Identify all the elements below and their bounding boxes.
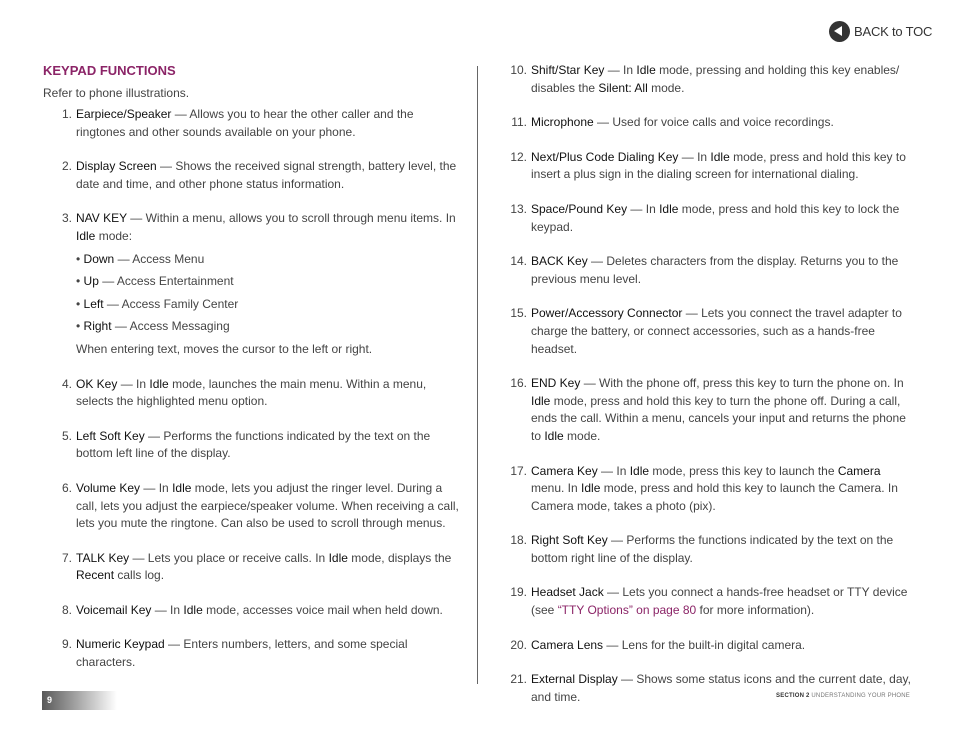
item-number: 7. [61,550,72,565]
list-item [510,637,917,655]
item-text: — Allows you to hear the other caller and the ringtones and other sounds available on your phone. [76,107,414,139]
item-text: — Used for voice calls and voice recordings. [593,115,834,130]
right-column [512,62,917,706]
key-name: Space/Pound Key [531,201,628,216]
item-number: 16. [510,376,527,391]
list-item [61,428,463,463]
key-name: Camera Key [531,463,598,478]
item-text: — Shows the received signal strength, battery level, the date and time, and other phone status information. [76,159,457,191]
item-text: mode, pressing and holding this key enables/ disables the [531,63,900,95]
item-text: mode, press and hold this key to turn the phone off. During a call, ends the call. Within a menu, cancels your input and returns the phone to [531,393,906,443]
mode-name: Recent [76,568,115,583]
item-text: mode. [647,80,685,95]
nav-direction-list [76,251,463,336]
list-item [510,149,917,184]
bullet-item: • Left — Access Family Center [76,296,239,311]
list-item [61,210,463,358]
key-name: END Key [531,376,581,391]
key-name: Microphone [531,115,594,130]
item-number: 4. [61,376,72,391]
section-label: SECTION 2 [776,693,810,699]
mode-name: Idle [328,550,348,565]
item-text: mode, press and hold this key to launch the Camera. In Camera mode, takes a photo (pix). [531,481,898,513]
bullet-item: • Right — Access Messaging [76,319,230,334]
item-text: for more information). [696,603,815,618]
mode-name: Idle [544,428,564,443]
key-name: Display Screen [76,159,157,174]
item-text: — Deletes characters from the display. Returns you to the previous menu level. [531,254,899,286]
back-arrow-icon [829,21,850,42]
item-number: 1. [61,107,72,121]
list-item [510,305,917,358]
key-name: Numeric Keypad [76,637,165,652]
back-to-toc-link[interactable] [829,21,932,42]
mode-name: Idle [531,393,551,408]
item-number: 3. [61,211,72,226]
item-number: 19. [510,585,527,600]
item-number: 9. [61,637,72,652]
item-text: — Lens for the built-in digital camera. [603,637,806,652]
mode-name: Idle [629,463,650,478]
item-text: — Lets you place or receive calls. In [129,550,329,565]
mode-name: Idle [76,228,96,243]
bullet-text: — Access Entertainment [98,274,234,289]
bullet-item: • Up — Access Entertainment [76,274,234,289]
item-number: 21. [510,672,527,687]
key-name: Voicemail Key [76,602,152,617]
key-name: Earpiece/Speaker [76,107,172,121]
item-text: — In [151,602,184,617]
item-text: — With the phone off, press this key to turn the phone on. In [580,376,904,391]
item-text: — In [678,149,711,164]
key-name: Volume Key [76,480,141,495]
key-name: BACK Key [531,254,588,269]
item-text: — Performs the functions indicated by the text on the bottom right line of the display. [531,533,894,565]
bullet-text: — Access Family Center [103,296,239,311]
mode-name: Idle [581,481,601,496]
list-item [510,584,917,619]
nav-note: When entering text, moves the cursor to the left or right. [76,341,373,356]
key-name: NAV KEY [76,211,127,226]
item-text: — Enters numbers, letters, and some special characters. [76,637,408,670]
section-heading: KEYPAD FUNCTIONS [43,63,176,78]
direction-name: Right [83,319,112,334]
intro-text: Refer to phone illustrations. [43,86,190,100]
list-item [61,550,463,585]
item-number: 11. [511,115,527,130]
list-item [510,671,917,706]
back-to-toc-label: BACK to TOC [854,24,933,39]
key-name: OK Key [76,376,118,391]
item-text: calls log. [114,568,165,583]
list-item [61,106,463,141]
list-item [61,602,463,620]
mode-name: Idle [183,602,203,617]
key-name: Next/Plus Code Dialing Key [531,149,679,164]
item-number: 12. [510,149,527,164]
page-number-tab [42,691,117,710]
mode-name: Idle [636,63,656,77]
item-text: — In [117,376,150,391]
item-number: 2. [61,159,72,174]
left-column [43,62,463,672]
item-number: 10. [510,63,527,77]
item-text: — In [597,463,630,478]
item-text: mode, lets you adjust the ringer level. During a call, lets you adjust the earpiece/speaker volume. When receiving a call, lets you mute the ringtone. Can also be used to scroll through menus. [76,480,459,531]
key-name: Headset Jack [531,585,604,600]
item-number: 14. [510,254,527,269]
item-number: 15. [510,306,527,321]
key-name: External Display [531,672,618,687]
item-number: 17. [510,463,527,478]
page-number: 9 [47,695,53,705]
mode-name: Silent: All [598,80,648,95]
section-footer [776,693,910,699]
key-name: Left Soft Key [76,428,145,443]
item-text: mode, accesses voice mail when held down. [202,602,443,617]
item-text: mode, displays the [347,550,452,565]
column-divider [477,66,478,684]
list-item [61,158,463,193]
item-text: mode, press and hold this key to lock the keypad. [531,201,900,234]
item-text: mode. [563,428,601,443]
list-item [510,62,917,97]
key-name: TALK Key [76,550,130,565]
item-text: — Shows some status icons and the current date, day, and time. [531,672,911,704]
direction-name: Down [83,251,115,266]
list-item [510,463,917,516]
item-number: 20. [510,637,527,652]
section-title: UNDERSTANDING YOUR PHONE [809,693,910,699]
key-name: Right Soft Key [531,533,608,548]
item-text: mode, press and hold this key to insert a plus sign in the dialing screen for international dialing. [531,149,906,182]
key-name: Power/Accessory Connector [531,306,683,321]
list-item [61,636,463,671]
item-text: mode, launches the main menu. Within a menu, selects the highlighted menu option. [76,376,427,409]
key-name: Camera Lens [531,637,604,652]
item-number: 6. [61,480,72,495]
bullet-text: — Access Messaging [111,319,230,334]
mode-name: Idle [710,149,730,164]
item-text: — Lets you connect a hands-free headset or TTY device (see [531,585,908,618]
key-name: Shift/Star Key [531,63,605,77]
item-text: — In [627,201,660,216]
item-number: 18. [510,533,527,548]
list-item [510,201,917,236]
item-text: — Within a menu, allows you to scroll through menu items. In [126,211,456,226]
mode-name: Idle [172,480,192,495]
item-text: — Performs the functions indicated by the text on the bottom left line of the display. [76,428,431,461]
list-item [61,376,463,411]
list-item [511,114,917,132]
item-text: — In [140,480,173,495]
mode-name: Idle [659,201,679,216]
tty-options-link[interactable]: “TTY Options” on page 80 [557,603,697,618]
item-text: mode, press this key to launch the [649,463,838,478]
list-item [510,532,917,567]
item-number: 8. [61,602,72,617]
bullet-item: • Down — Access Menu [76,251,205,266]
item-text: menu. In [531,481,582,496]
item-text: mode: [95,228,133,243]
mode-name: Idle [149,376,169,391]
item-number: 13. [510,201,527,216]
bullet-text: — Access Menu [114,251,205,266]
item-text: — Lets you connect the travel adapter to charge the battery, or connect accessories, such as a hands-free headset. [531,306,902,356]
direction-name: Up [83,274,99,289]
item-number: 5. [61,428,72,443]
list-item [510,375,917,445]
list-item [61,480,463,533]
list-item [510,253,917,288]
item-text: — In [604,63,637,77]
direction-name: Left [83,296,104,311]
mode-name: Camera [837,463,881,478]
